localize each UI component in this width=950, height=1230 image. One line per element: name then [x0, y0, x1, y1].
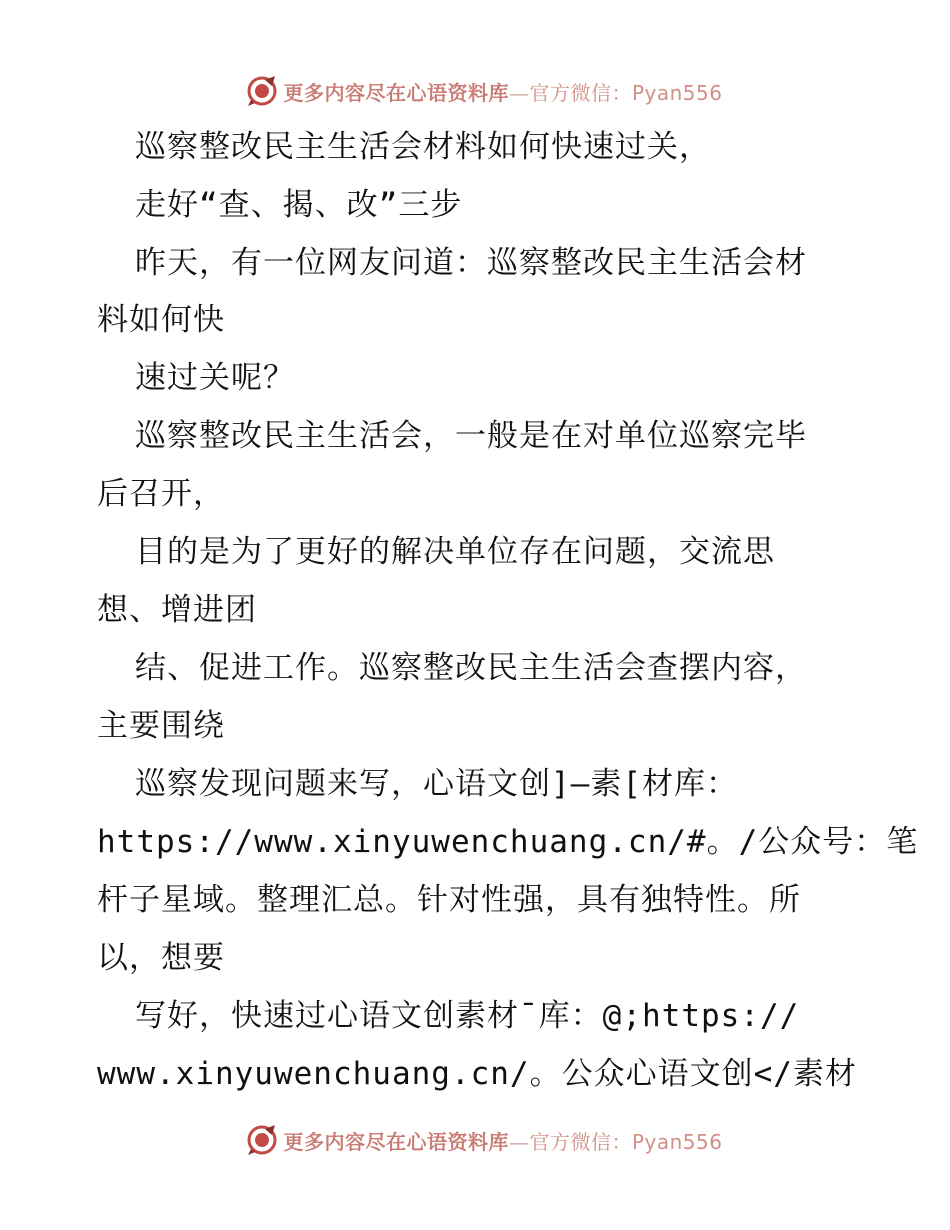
body-line: 巡察整改民主生活会，一般是在对单位巡察完毕: [135, 418, 807, 454]
footer-banner: [0, 1122, 950, 1158]
footer-banner-text: [283, 1126, 722, 1155]
header-wechat: 官方微信：Pyan556: [529, 80, 723, 105]
body-line: www.xinyuwenchuang.cn/。公众心语文创</素材: [97, 1056, 857, 1092]
footer-separator: —: [508, 1129, 530, 1154]
body-line: 写好，快速过心语文创素材¯库：@;https://: [135, 998, 800, 1034]
header-banner: [0, 73, 950, 109]
body-line: 目的是为了更好的解决单位存在问题，交流思: [135, 534, 775, 570]
footer-wechat: 官方微信：Pyan556: [529, 1129, 723, 1154]
body-line: 昨天，有一位网友问道：巡察整改民主生活会材: [135, 245, 807, 281]
header-brand: 更多内容尽在心语资料库: [283, 80, 509, 105]
body-line: 巡察整改民主生活会材料如何快速过关，: [135, 129, 711, 165]
body-line: 走好“查、揭、改”三步: [135, 187, 463, 223]
body-line: 想、增进团: [97, 592, 257, 628]
footer-brand: 更多内容尽在心语资料库: [283, 1129, 509, 1154]
brand-logo-icon: [245, 1123, 279, 1157]
footer-banner-inner: [245, 1123, 722, 1157]
body-line: 后召开，: [97, 476, 225, 512]
body-line: 以，想要: [97, 940, 225, 976]
body-line: 巡察发现问题来写，心语文创]—素[材库：: [135, 766, 738, 802]
body-line: 速过关呢？: [135, 360, 295, 396]
body-line: 杆子星域。整理汇总。针对性强，具有独特性。所: [97, 882, 801, 918]
body-line: 结、促进工作。巡察整改民主生活会查摆内容，: [135, 650, 807, 686]
brand-logo-icon: [245, 74, 279, 108]
body-line: https://www.xinyuwenchuang.cn/#。/公众号：笔: [97, 824, 919, 860]
body-line: 主要围绕: [97, 708, 225, 744]
header-banner-text: [283, 77, 722, 106]
body-line: 料如何快: [97, 302, 225, 338]
header-separator: —: [508, 80, 530, 105]
header-banner-inner: [245, 74, 722, 108]
